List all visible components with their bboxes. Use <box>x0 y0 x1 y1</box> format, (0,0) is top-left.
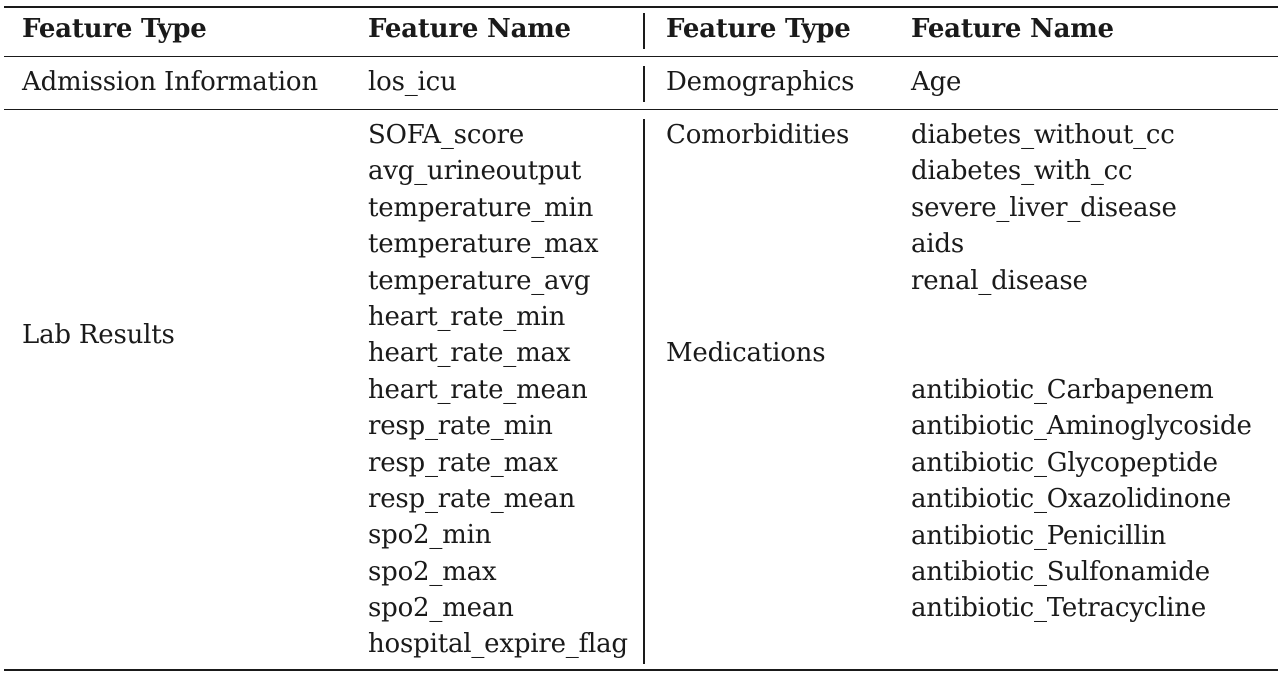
list-item: diabetes_without_cc <box>911 120 1175 150</box>
list-item: spo2_min <box>368 520 492 551</box>
header-feature-name-right: Feature Name <box>911 14 1114 44</box>
list-item: antibiotic_Carbapenem <box>911 375 1214 405</box>
list-item: aids <box>911 229 965 260</box>
list-item: antibiotic_Aminoglycoside <box>911 411 1252 442</box>
header-feature-type-right: Feature Type <box>666 14 851 44</box>
list-item: antibiotic_Glycopeptide <box>911 447 1218 478</box>
list-item: SOFA_score <box>368 120 525 150</box>
lab-results-type: Lab Results <box>22 320 175 350</box>
medications-list <box>911 372 1252 627</box>
column-divider <box>643 66 645 102</box>
list-item: resp_rate_mean <box>368 483 576 514</box>
lab-results-list <box>368 117 628 663</box>
header-feature-name-left: Feature Name <box>368 14 571 44</box>
list-item: spo2_max <box>368 556 497 587</box>
list-item: temperature_min <box>368 192 594 223</box>
admission-information-type: Admission Information <box>22 67 318 97</box>
medications-type: Medications <box>666 338 826 368</box>
list-item: avg_urineoutput <box>368 156 582 187</box>
table-top-rule <box>4 6 1278 8</box>
list-item: temperature_avg <box>368 265 591 296</box>
list-item: diabetes_with_cc <box>911 156 1133 187</box>
list-item: antibiotic_Penicillin <box>911 520 1167 551</box>
list-item: antibiotic_Tetracycline <box>911 593 1207 624</box>
list-item: temperature_max <box>368 229 599 260</box>
column-divider <box>643 119 645 664</box>
comorbidities-type: Comorbidities <box>666 120 850 150</box>
demographics-type: Demographics <box>666 67 855 97</box>
column-divider <box>643 13 645 49</box>
list-item: antibiotic_Oxazolidinone <box>911 484 1232 515</box>
list-item: resp_rate_min <box>368 411 553 442</box>
header-rule <box>4 56 1278 57</box>
list-item: heart_rate_mean <box>368 374 588 405</box>
list-item: heart_rate_min <box>368 301 566 332</box>
header-feature-type-left: Feature Type <box>22 14 207 44</box>
row-separator-rule <box>4 109 1278 110</box>
list-item: antibiotic_Sulfonamide <box>911 556 1210 587</box>
list-item: spo2_mean <box>368 593 514 624</box>
admission-feature-name: los_icu <box>368 67 457 97</box>
list-item: resp_rate_max <box>368 447 558 478</box>
list-item: renal_disease <box>911 265 1088 296</box>
table-bottom-rule <box>4 669 1278 671</box>
list-item: hospital_expire_flag <box>368 629 628 660</box>
list-item: heart_rate_max <box>368 338 571 369</box>
list-item: severe_liver_disease <box>911 192 1177 223</box>
comorbidities-list <box>911 117 1177 299</box>
demographics-feature-name: Age <box>911 67 962 97</box>
